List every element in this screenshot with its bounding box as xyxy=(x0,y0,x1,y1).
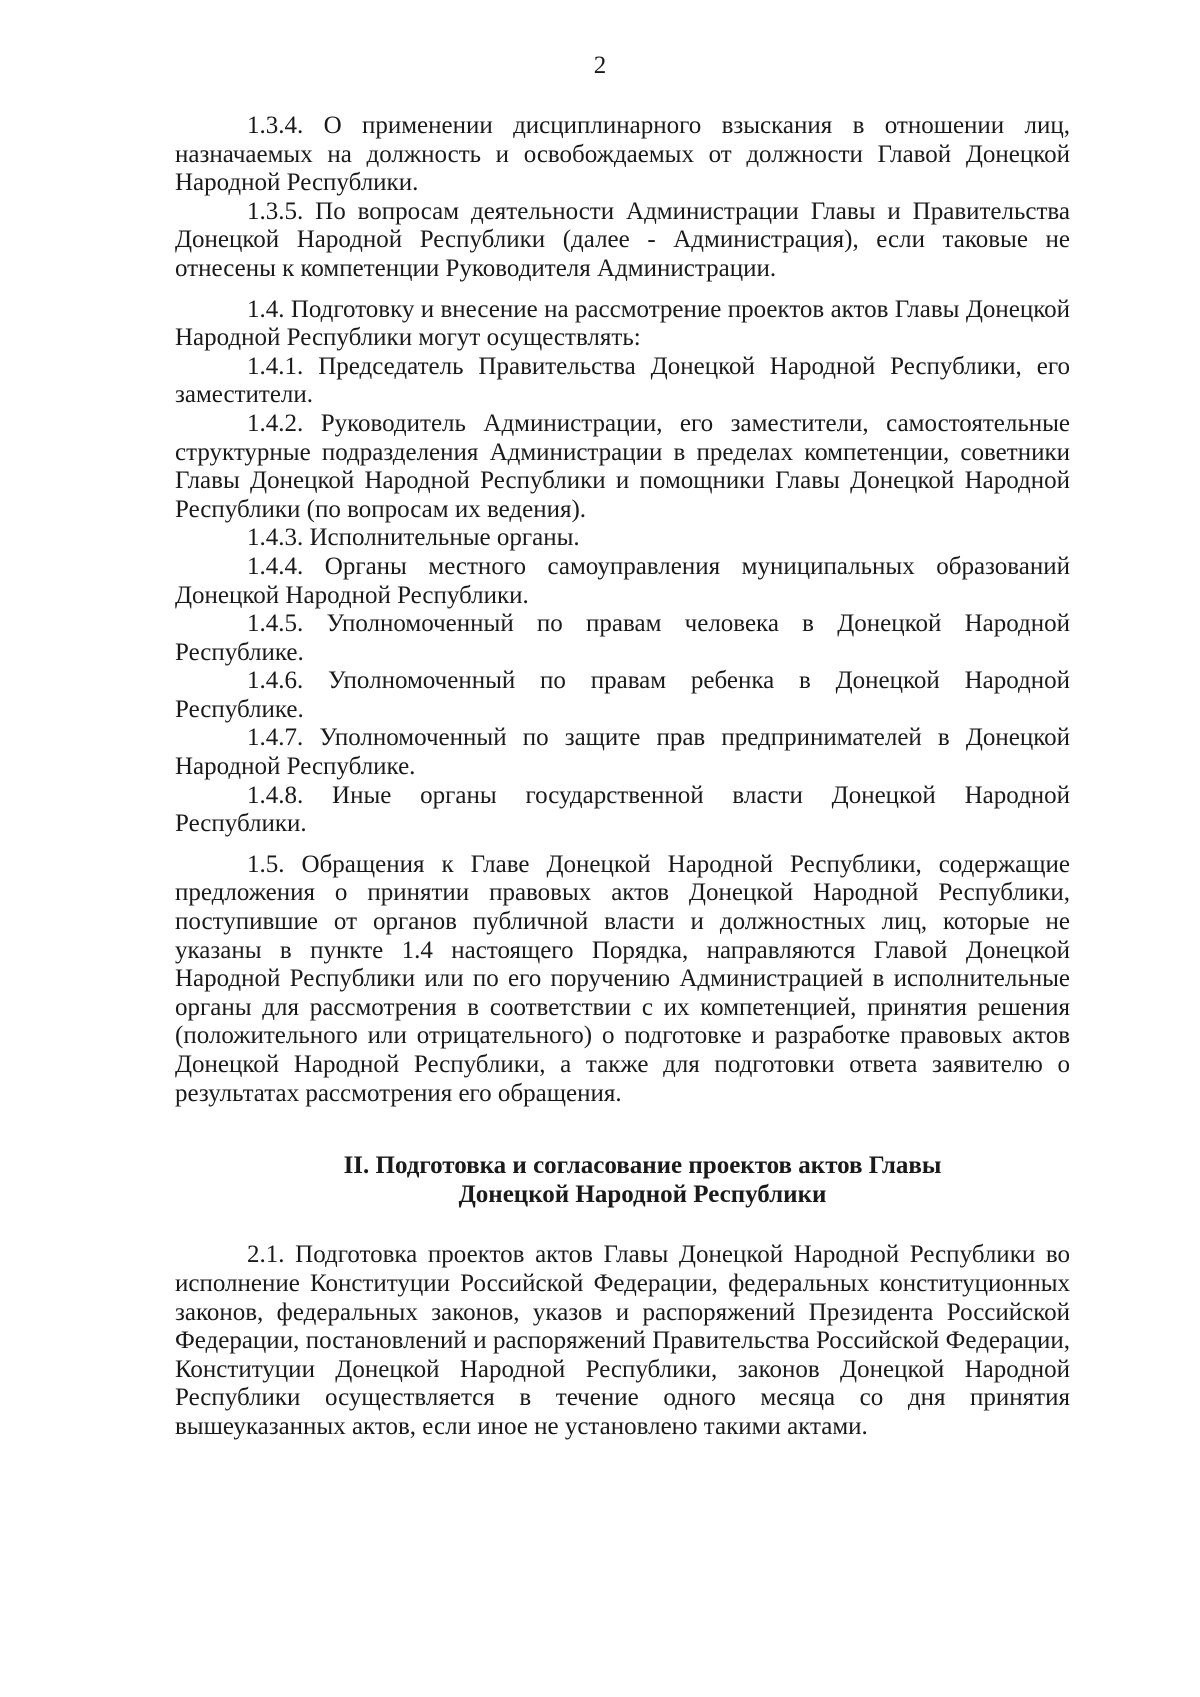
paragraph-1-4: 1.4. Подготовку и внесение на рассмотрение проектов актов Главы Донецкой Народной Республики могут осуществлять: xyxy=(175,295,1070,352)
paragraph-1-3-4: 1.3.4. О применении дисциплинарного взыскания в отношении лиц, назначаемых на должность и освобождаемых от должности Главой Донецкой Народной Республики. xyxy=(175,112,1070,197)
paragraph-1-4-2: 1.4.2. Руководитель Администрации, его заместители, самостоятельные структурные подразделения Администрации в пределах компетенции, советники Главы Донецкой Народной Республики и помощники Главы Донецкой Народной Республики (по вопросам их ведения). xyxy=(175,409,1070,523)
paragraph-1-4-5: 1.4.5. Уполномоченный по правам человека в Донецкой Народной Республике. xyxy=(175,610,1070,666)
paragraph-1-3-5: 1.3.5. По вопросам деятельности Администрации Главы и Правительства Донецкой Народной Республики (далее - Администрация), если таковые не отнесены к компетенции Руководителя Администрации. xyxy=(175,197,1070,282)
section-heading-line-2: Донецкой Народной Республики xyxy=(458,1180,827,1208)
section-heading-line-1: II. Подготовка и согласование проектов актов Главы xyxy=(343,1152,942,1180)
paragraph-1-4-7: 1.4.7. Уполномоченный по защите прав предпринимателей в Донецкой Народной Республике. xyxy=(175,724,1070,781)
document-body xyxy=(175,112,1070,1442)
paragraph-2-1: 2.1. Подготовка проектов актов Главы Донецкой Народной Республики во исполнение Конституции Российской Федерации, федеральных конституционных законов, федеральных законов, указов и распоряжений Президента Российской Федерации, постановлений и распоряжений Правительства Российской Федерации, Конституции Донецкой Народной Республики, законов Донецкой Народной Республики осуществляется в течение одного месяца со дня принятия вышеуказанных актов, если иное не установлено такими актами. xyxy=(175,1241,1070,1440)
section-heading xyxy=(175,1152,1070,1209)
paragraph-1-4-8: 1.4.8. Иные органы государственной власти Донецкой Народной Республики. xyxy=(175,781,1070,838)
paragraph-1-4-4: 1.4.4. Органы местного самоуправления муниципальных образований Донецкой Народной Республики. xyxy=(175,552,1070,609)
paragraph-1-4-6: 1.4.6. Уполномоченный по правам ребенка в Донецкой Народной Республике. xyxy=(175,667,1070,723)
paragraph-1-4-1: 1.4.1. Председатель Правительства Донецкой Народной Республики, его заместители. xyxy=(175,352,1070,409)
paragraph-1-4-3: 1.4.3. Исполнительные органы. xyxy=(247,524,580,552)
paragraph-1-5: 1.5. Обращения к Главе Донецкой Народной Республики, содержащие предложения о принятии правовых актов Донецкой Народной Республики, поступившие от органов публичной власти и должностных лиц, которые не указаны в пункте 1.4 настоящего Порядка, направляются Главой Донецкой Народной Республики или по его поручению Администрацией в исполнительные органы для рассмотрения в соответствии с их компетенцией, принятия решения (положительного или отрицательного) о подготовке и разработке правовых актов Донецкой Народной Республики, а также для подготовки ответа заявителю о результатах рассмотрения его обращения. xyxy=(175,850,1070,1107)
page-number: 2 xyxy=(593,52,607,79)
